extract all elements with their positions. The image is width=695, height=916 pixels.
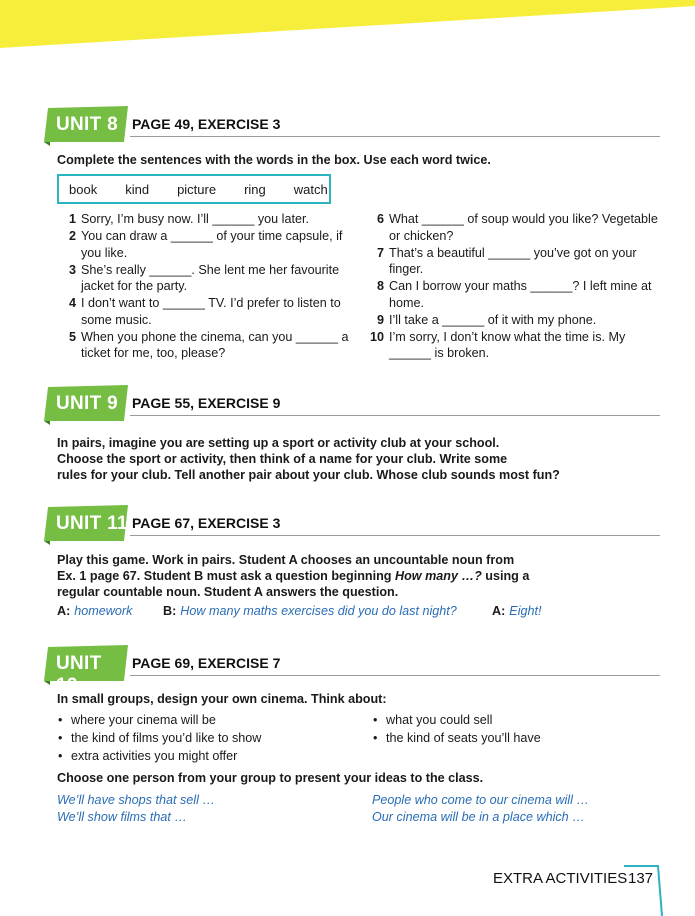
list-item: 8 Can I borrow your maths ______? I left mine at home. bbox=[376, 279, 652, 310]
bullet-list-left bbox=[57, 711, 261, 765]
list-item: 9 I’ll take a ______ of it with my phone. bbox=[376, 312, 597, 327]
unit-12-header bbox=[44, 645, 660, 696]
list-item: 10 I’m sorry, I don’t know what the time is. My ______ is broken. bbox=[370, 329, 626, 360]
header-rule bbox=[130, 675, 660, 676]
page-exercise-title: PAGE 69, EXERCISE 7 bbox=[132, 655, 281, 671]
unit-label: UNIT 8 bbox=[56, 114, 118, 135]
list-item: 6 What ______ of soup would you like? Vegetable or chicken? bbox=[376, 212, 658, 243]
bullet-list-right bbox=[372, 711, 541, 747]
page-exercise-title: PAGE 67, EXERCISE 3 bbox=[132, 515, 281, 531]
page-number: 137 bbox=[628, 870, 654, 887]
example-b: B: How many maths exercises did you do last night? bbox=[163, 604, 457, 618]
unit-label: UNIT 9 bbox=[56, 393, 118, 414]
unit-8-instruction: Complete the sentences with the words in the box. Use each word twice. bbox=[57, 153, 491, 167]
page-exercise-title: PAGE 49, EXERCISE 3 bbox=[132, 116, 281, 132]
list-item: • the kind of seats you’ll have bbox=[372, 729, 541, 747]
example-prompts-left: We’ll have shops that sell … We’ll show films that … bbox=[57, 793, 215, 824]
header-rule bbox=[130, 535, 660, 536]
example-a2: A: Eight! bbox=[492, 604, 542, 618]
header-rule bbox=[130, 136, 660, 137]
unit-label: UNIT 12 bbox=[56, 653, 102, 696]
word-box-item: watch bbox=[293, 181, 328, 197]
example-prompts-right: People who come to our cinema will … Our cinema will be in a place which … bbox=[372, 793, 589, 824]
word-box bbox=[57, 174, 331, 204]
unit-9-header bbox=[44, 385, 660, 425]
present-instruction: Choose one person from your group to present your ideas to the class. bbox=[57, 771, 484, 785]
list-item: • extra activities you might offer bbox=[57, 747, 261, 765]
unit-8-header bbox=[44, 106, 660, 146]
list-item: 7 That’s a beautiful ______ you’ve got on your finger. bbox=[376, 245, 637, 276]
list-item: • where your cinema will be bbox=[57, 711, 261, 729]
unit-11-header bbox=[44, 505, 660, 545]
word-box-item: kind bbox=[125, 181, 150, 197]
top-yellow-band bbox=[0, 0, 695, 60]
unit-9-instruction: In pairs, imagine you are setting up a sport or activity club at your school. Choose the sport or activity, then think of a name for your club. Write some rules for your club. Tell another pair about your club. Whose club sounds most fun? bbox=[57, 436, 560, 482]
header-rule bbox=[130, 415, 660, 416]
list-item: 2 You can draw a ______ of your time capsule, if you like. bbox=[68, 229, 343, 260]
unit-label: UNIT 11 bbox=[56, 513, 128, 534]
list-item: 5 When you phone the cinema, can you ______ a ticket for me, too, please? bbox=[68, 329, 349, 360]
example-a1: A: homework bbox=[57, 604, 133, 618]
list-item: • what you could sell bbox=[372, 711, 541, 729]
footer-section-title: EXTRA ACTIVITIES bbox=[493, 870, 628, 887]
list-item: 4 I don’t want to ______ TV. I’d prefer to listen to some music. bbox=[68, 296, 341, 327]
exercise-right-column bbox=[370, 211, 662, 362]
word-box-item: ring bbox=[244, 181, 266, 197]
list-item: • the kind of films you’d like to show bbox=[57, 729, 261, 747]
word-box-item: book bbox=[69, 181, 98, 197]
exercise-left-column bbox=[62, 211, 352, 362]
list-item: 3 She’s really ______. She lent me her favourite jacket for the party. bbox=[68, 262, 340, 293]
page-exercise-title: PAGE 55, EXERCISE 9 bbox=[132, 395, 281, 411]
unit-12-instruction: In small groups, design your own cinema. Think about: bbox=[57, 692, 387, 706]
unit-11-instruction: Play this game. Work in pairs. Student A chooses an uncountable noun from Ex. 1 page 67. Student B must ask a question beginning How many …? using a regular countable noun. Student A answers the question. bbox=[57, 553, 530, 599]
list-item: 1 Sorry, I’m busy now. I’ll ______ you later. bbox=[68, 212, 309, 226]
page-corner-marker bbox=[624, 864, 664, 916]
word-box-item: picture bbox=[177, 181, 217, 197]
